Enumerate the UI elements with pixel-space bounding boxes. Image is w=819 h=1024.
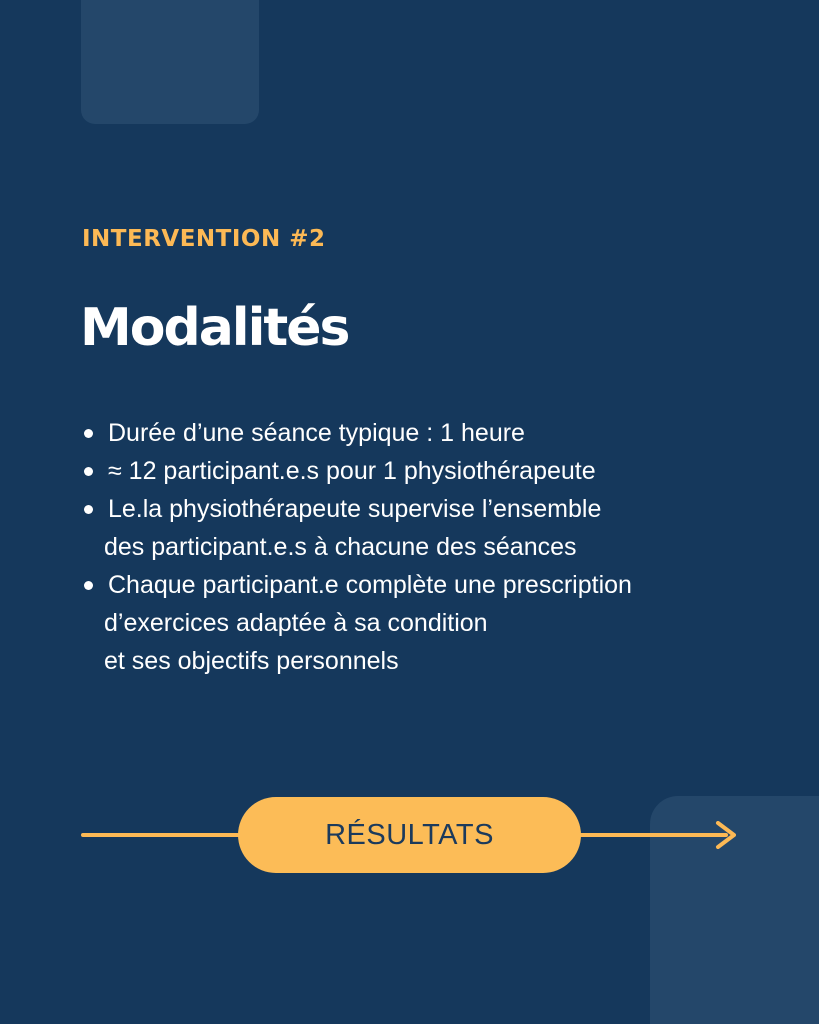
bullet-text-continuation: et ses objectifs personnels <box>104 647 399 675</box>
page-title: Modalités <box>80 298 349 358</box>
decorative-rectangle-top <box>81 0 259 124</box>
section-eyebrow: INTERVENTION #2 <box>82 226 326 252</box>
bullet-icon <box>84 429 93 438</box>
bullet-text: ≈ 12 participant.e.s pour 1 physiothérapeute <box>108 457 596 485</box>
list-item <box>84 452 632 490</box>
bullet-text: Le.la physiothérapeute supervise l’ensemble <box>108 495 602 523</box>
results-button[interactable]: RÉSULTATS <box>238 797 581 873</box>
bullet-icon <box>84 581 93 590</box>
bullet-text-continuation: des participant.e.s à chacune des séances <box>104 533 577 561</box>
bullet-text-continuation: d’exercices adaptée à sa condition <box>104 609 488 637</box>
bullet-text: Durée d’une séance typique : 1 heure <box>108 419 525 447</box>
bullet-list <box>84 414 632 680</box>
arrow-line-right <box>578 833 728 837</box>
list-item <box>84 414 632 452</box>
bullet-icon <box>84 467 93 476</box>
bullet-text: Chaque participant.e complète une prescription <box>108 571 632 599</box>
list-item <box>84 490 632 566</box>
arrow-right-icon <box>708 821 736 849</box>
bullet-icon <box>84 505 93 514</box>
list-item <box>84 566 632 680</box>
arrow-line-left <box>81 833 241 837</box>
